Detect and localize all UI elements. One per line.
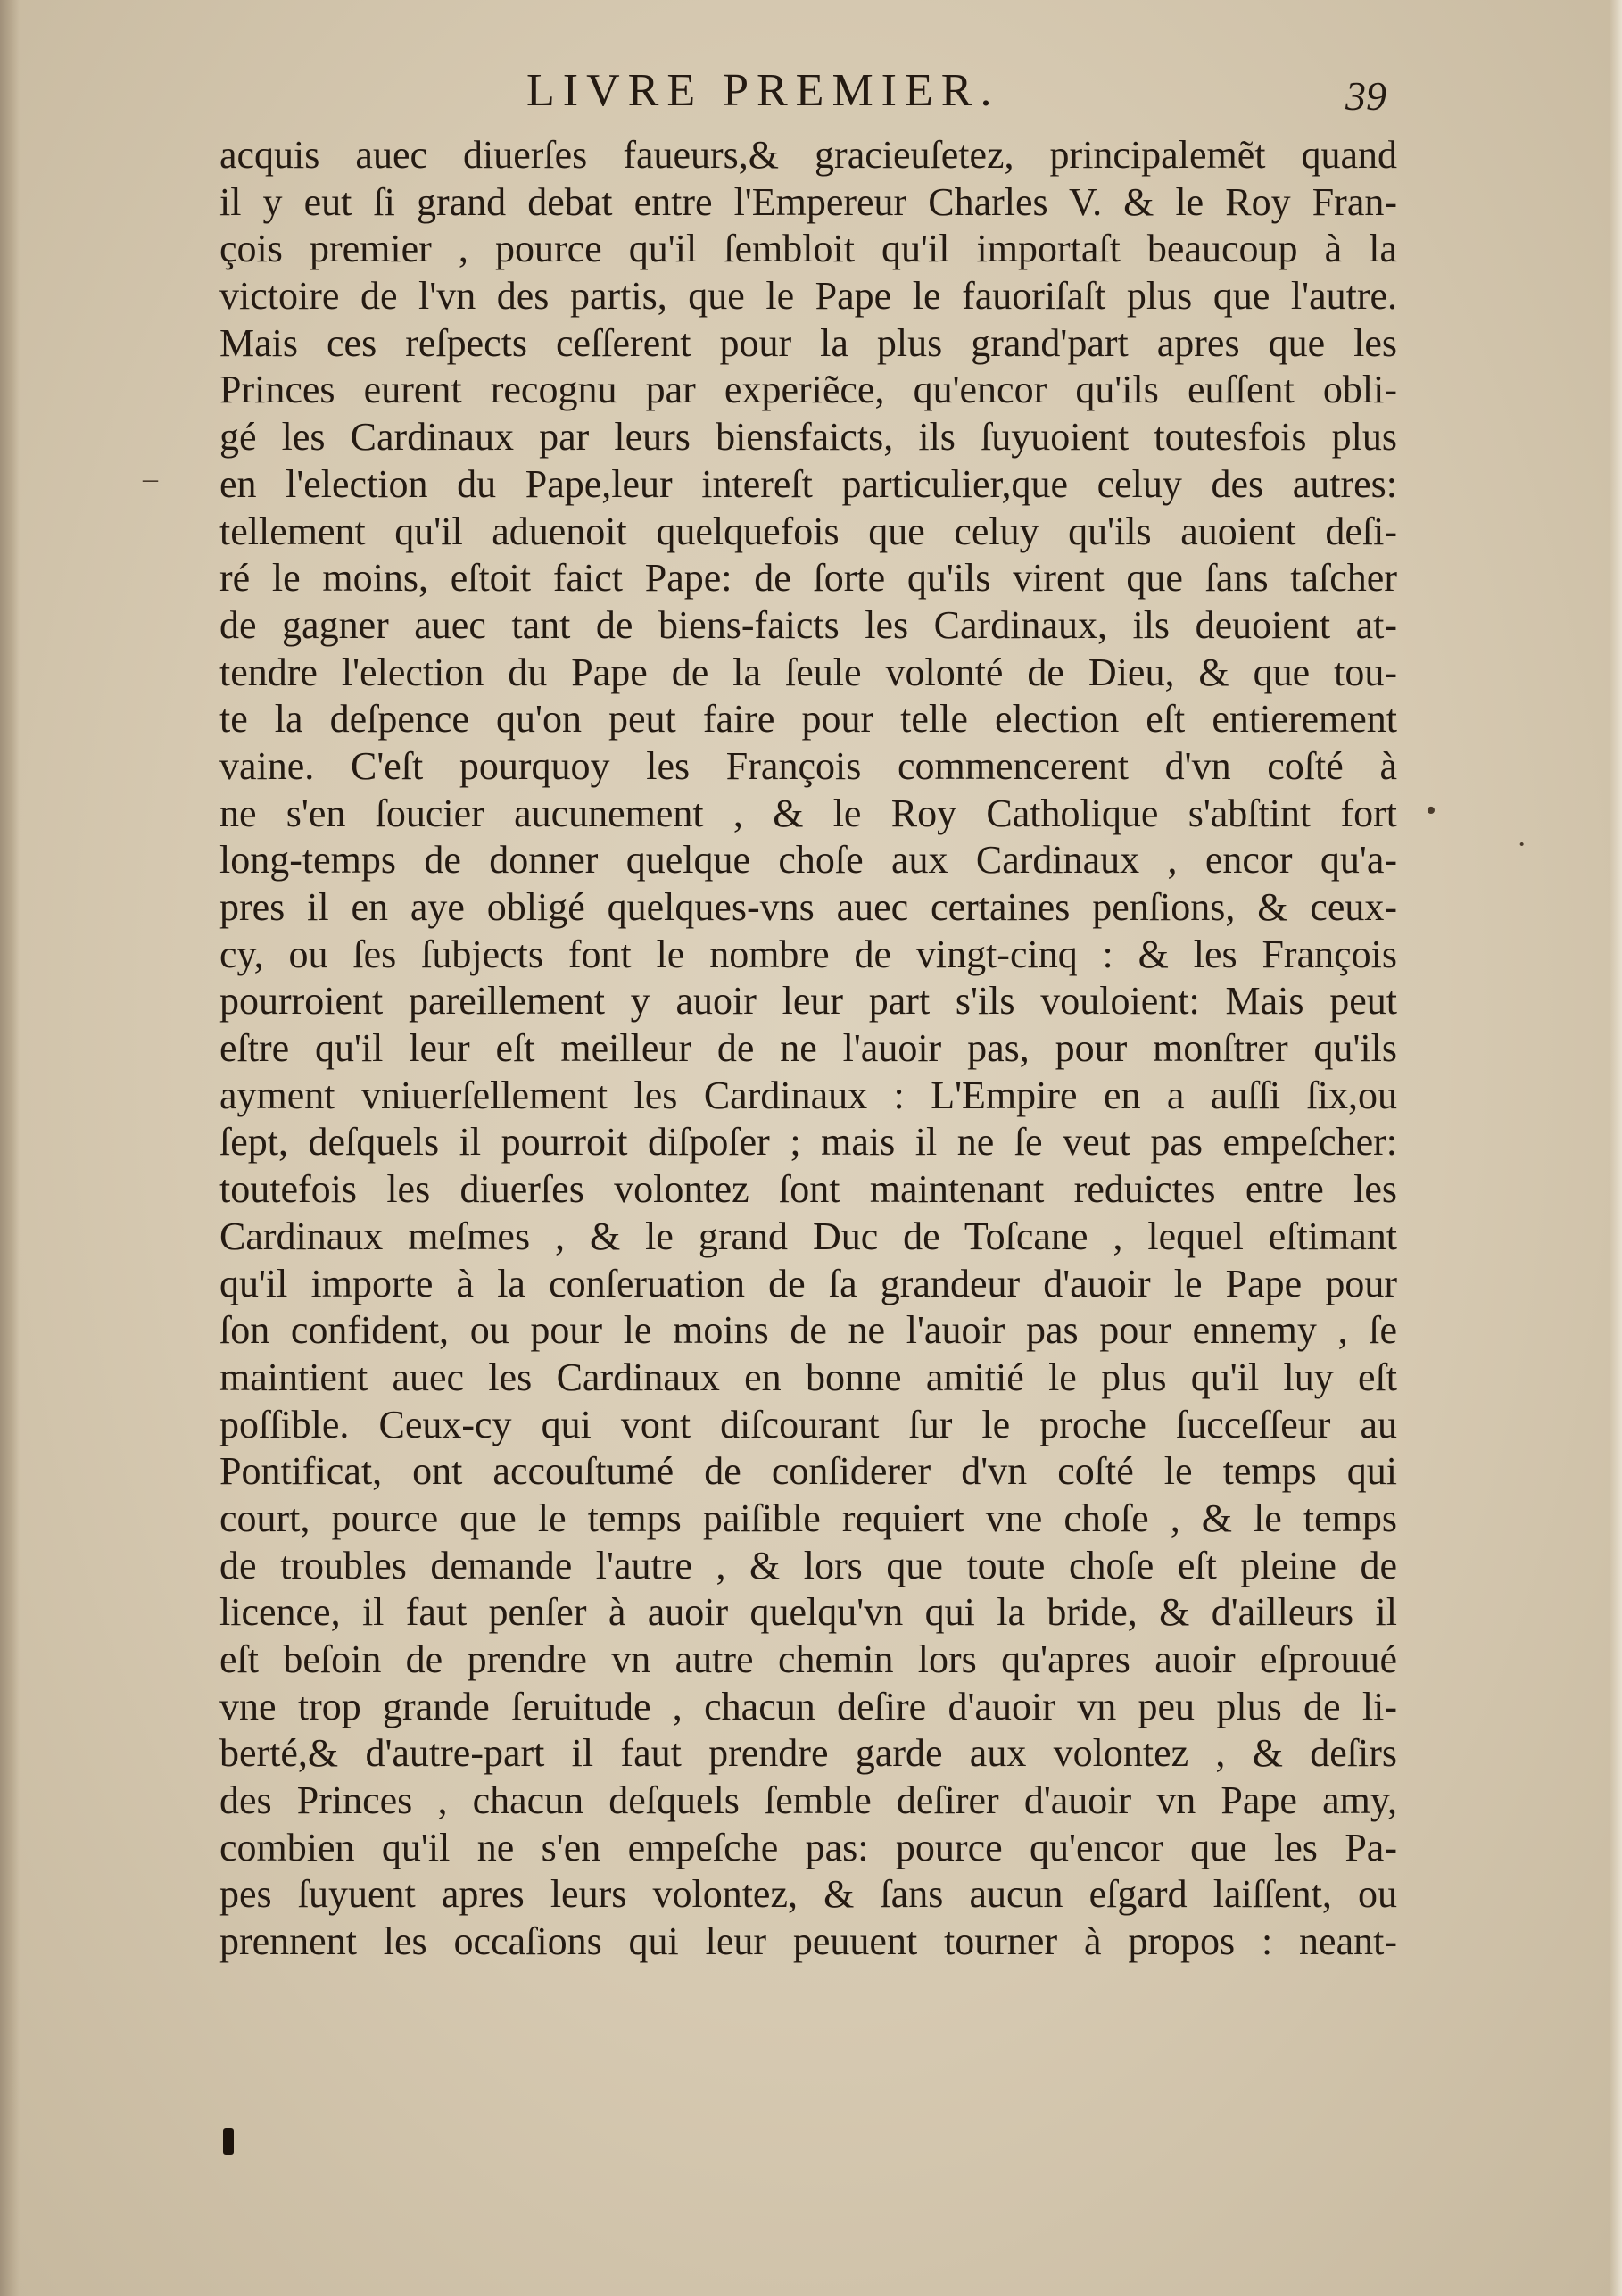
- text-line: te la deſpence qu'on peut faire pour telle election eſt entierement: [219, 697, 1397, 742]
- text-line: vne trop grande ſeruitude , chacun deſire d'auoir vn peu plus de li-: [219, 1684, 1397, 1728]
- text-line: Pontificat, ont accouſtumé de conſiderer d'vn coſté le temps qui: [219, 1449, 1397, 1494]
- text-line: il y eut ſi grand debat entre l'Empereur Charles V. & le Roy Fran-: [219, 179, 1397, 224]
- text-line: victoire de l'vn des partis, que le Pape le fauoriſaſt plus que l'autre.: [219, 274, 1397, 319]
- page-number: 39: [1345, 73, 1386, 119]
- text-line: vaine. C'eſt pourquoy les François commencerent d'vn coſté à: [219, 743, 1397, 788]
- text-line: tellement qu'il aduenoit quelquefois que celuy qu'ils auoient deſi-: [219, 509, 1397, 553]
- text-line: Mais ces reſpects ceſſerent pour la plus grand'part apres que les: [219, 320, 1397, 365]
- text-line: qu'il importe à la conſeruation de ſa grandeur d'auoir le Pape pour: [219, 1261, 1397, 1305]
- text-line: court, pource que le temps paiſible requiert vne choſe , & le temps: [219, 1496, 1397, 1540]
- text-line: poſſible. Ceux-cy qui vont diſcourant ſur le proche ſucceſſeur au: [219, 1402, 1397, 1446]
- text-line: Cardinaux meſmes , & le grand Duc de Toſcane , lequel eſtimant: [219, 1214, 1397, 1258]
- text-line: pes ſuyuent apres leurs volontez, & ſans aucun eſgard laiſſent, ou: [219, 1872, 1397, 1917]
- text-line: gé les Cardinaux par leurs biensfaicts, ils ſuyuoient toutesfois plus: [219, 415, 1397, 460]
- text-line: Princes eurent recognu par experiẽce, qu'encor qu'ils euſſent obli-: [219, 368, 1397, 412]
- margin-dot-mark: ·: [1517, 828, 1527, 861]
- page-gutter-shadow: [0, 0, 20, 2296]
- text-line: long-temps de donner quelque choſe aux Cardinaux , encor qu'a-: [219, 838, 1397, 883]
- text-line: des Princes , chacun deſquels ſemble deſirer d'auoir vn Pape amy,: [219, 1778, 1397, 1823]
- text-line: combien qu'il ne s'en empeſche pas: pource qu'encor que les Pa-: [219, 1825, 1397, 1869]
- text-line: de troubles demande l'autre , & lors que toute choſe eſt pleine de: [219, 1543, 1397, 1587]
- margin-dot-mark: •: [1426, 794, 1436, 827]
- text-line: ne s'en ſoucier aucunement , & le Roy Catholique s'abſtint fort: [219, 791, 1397, 835]
- running-head: LIVRE PREMIER.: [526, 65, 1000, 116]
- text-line: cy, ou ſes ſubjects font le nombre de vingt-cinq : & les François: [219, 932, 1397, 976]
- text-line: tendre l'election du Pape de la ſeule volonté de Dieu, & que tou-: [219, 650, 1397, 694]
- text-line: ré le moins, eſtoit faict Pape: de ſorte qu'ils virent que ſans taſcher: [219, 556, 1397, 601]
- text-line: eſt beſoin de prendre vn autre chemin lors qu'apres auoir eſprouué: [219, 1637, 1397, 1681]
- text-line: prennent les occaſions qui leur peuuent tourner à propos : neant-: [219, 1919, 1397, 1964]
- text-line: pourroient pareillement y auoir leur part s'ils vouloient: Mais peut: [219, 979, 1397, 1024]
- ink-blot-mark: [223, 2128, 234, 2155]
- text-line: acquis auec diuerſes faueurs,& gracieuſetez, principalemẽt quand: [219, 133, 1397, 177]
- text-line: de gagner auec tant de biens-faicts les Cardinaux, ils deuoient at-: [219, 602, 1397, 647]
- text-line: ayment vniuerſellement les Cardinaux : L'Empire en a auſſi ſix,ou: [219, 1073, 1397, 1117]
- body-text: [219, 132, 1397, 1966]
- text-line: ſon confident, ou pour le moins de ne l'auoir pas pour ennemy , ſe: [219, 1308, 1397, 1353]
- page-edge-highlight: [1610, 0, 1622, 2296]
- margin-dash-mark: –: [143, 462, 158, 495]
- text-line: pres il en aye obligé quelques-vns auec certaines penſions, & ceux-: [219, 885, 1397, 929]
- text-line: eſtre qu'il leur eſt meilleur de ne l'auoir pas, pour monſtrer qu'ils: [219, 1026, 1397, 1071]
- text-line: maintient auec les Cardinaux en bonne amitié le plus qu'il luy eſt: [219, 1355, 1397, 1399]
- text-line: berté,& d'autre-part il faut prendre garde aux volontez , & deſirs: [219, 1731, 1397, 1776]
- text-line: en l'election du Pape,leur intereſt particulier,que celuy des autres:: [219, 461, 1397, 506]
- text-line: ſept, deſquels il pourroit diſpoſer ; mais il ne ſe veut pas empeſcher:: [219, 1120, 1397, 1165]
- text-line: çois premier , pource qu'il ſembloit qu'il importaſt beaucoup à la: [219, 227, 1397, 271]
- text-line: toutefois les diuerſes volontez ſont maintenant reduictes entre les: [219, 1167, 1397, 1212]
- text-line: licence, il faut penſer à auoir quelqu'vn qui la bride, & d'ailleurs il: [219, 1590, 1397, 1635]
